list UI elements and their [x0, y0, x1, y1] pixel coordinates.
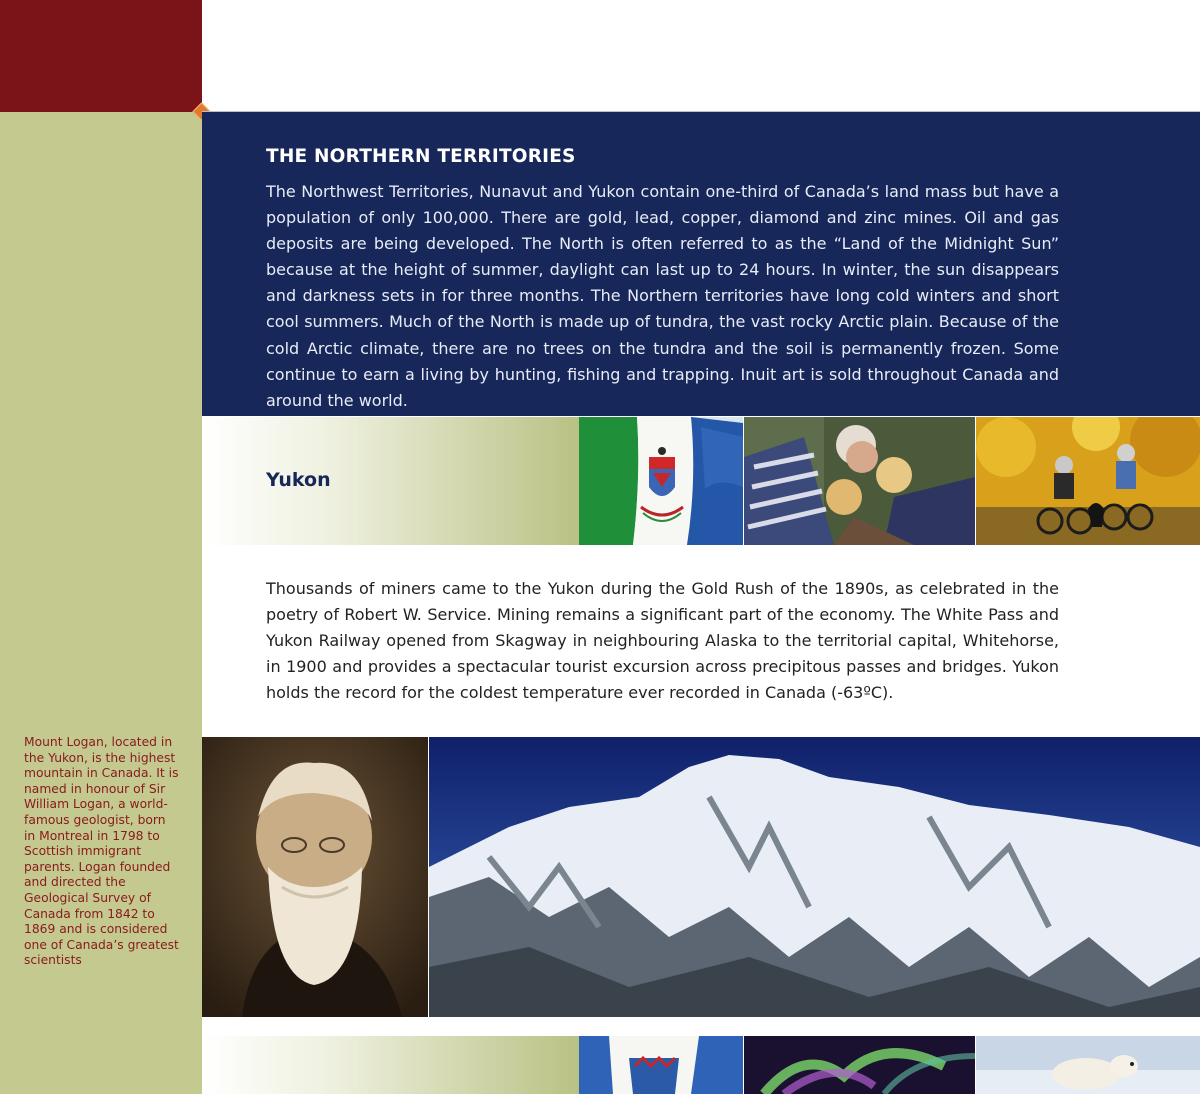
nwt-flag-photo	[579, 1036, 743, 1094]
mount-logan-photo	[429, 737, 1200, 1017]
section-heading: THE NORTHERN TERRITORIES	[266, 146, 576, 167]
next-section-band	[202, 1036, 579, 1094]
family-exploring-photo	[744, 417, 975, 545]
northern-territories-text: The Northwest Territories, Nunavut and Yukon contain one-third of Canada’s land mass but have a population of only 100,000. There are gold, lead, copper, diamond and zinc mines. Oil and gas deposits are being developed. The North is often referred to as the “Land of the Midnight Sun” because at the height of summer, daylight can last up to 24 hours. In winter, the sun disappears and darkness sets in for three months. The Northern territories have long cold winters and short cool summers. Much of the North is made up of tundra, the vast rocky Arctic plain. Because of the cold Arctic climate, there are no trees on the tundra and the soil is permanently frozen. Some continue to earn a living by hunting, fishing and trapping. Inuit art is sold throughout Canada and around the world.	[266, 182, 1059, 410]
northern-lights-photo	[744, 1036, 975, 1094]
polar-bear-photo	[976, 1036, 1200, 1094]
sidebar-note: Mount Logan, located in the Yukon, is the highest mountain in Canada. It is named in honour of Sir William Logan, a world-famous geologist, born in Montreal in 1798 to Scottish immigrant parents. Logan founded and directed the Geological Survey of Canada from 1842 to 1869 and is considered one of Canada’s greatest scientists	[24, 735, 179, 968]
yukon-text: Thousands of miners came to the Yukon during the Gold Rush of the 1890s, as celebrated in the poetry of Robert W. Service. Mining remains a significant part of the economy. The White Pass and Yukon Railway opened from Skagway in neighbouring Alaska to the territorial capital, Whitehorse, in 1900 and provides a spectacular tourist excursion across precipitous passes and bridges. Yukon holds the record for the coldest temperature ever recorded in Canada (-63ºC).	[266, 579, 1059, 703]
william-logan-portrait	[202, 737, 428, 1017]
yukon-flag-photo	[579, 417, 743, 545]
yukon-heading: Yukon	[266, 469, 331, 491]
sidebar-header-block	[0, 0, 202, 112]
cyclists-photo	[976, 417, 1200, 545]
northern-territories-panel	[202, 112, 1200, 416]
yukon-header-band	[202, 417, 579, 545]
